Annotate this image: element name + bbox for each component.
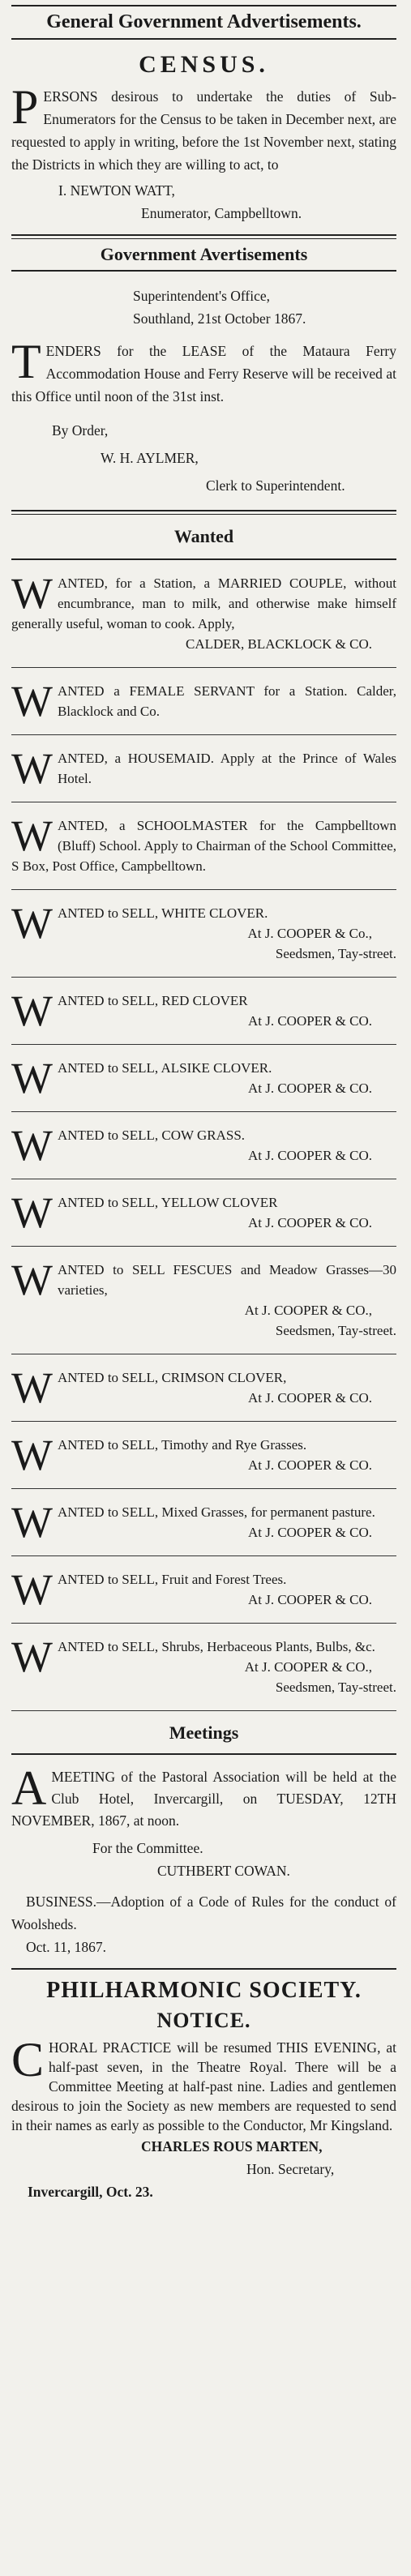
wanted-ad-body: WANTED to SELL, Timothy and Rye Grasses. xyxy=(11,1431,307,1479)
header-title: General Government Advertisements. xyxy=(46,11,362,32)
wanted-ad-signature: At J. COOPER & CO. xyxy=(247,1525,372,1540)
wanted-ad-signature: At J. COOPER & CO., xyxy=(244,1659,372,1675)
meetings-for: For the Committee. xyxy=(92,1840,203,1856)
wanted-ad-body: WANTED to SELL, ALSIKE CLOVER. xyxy=(11,1054,272,1102)
phil-advertisement xyxy=(11,2033,396,2213)
meetings-body: AMEETING of the Pastoral Association will be held at the Club Hotel, Invercargill, on TUESDAY, 12TH NOVEMBER, 1867, at noon. xyxy=(11,1761,396,1829)
wanted-ad-signature: CALDER, BLACKLOCK & CO. xyxy=(186,636,372,652)
wanted-ad-signature: At J. COOPER & Co., xyxy=(247,926,372,941)
wanted-ad-signature: At J. COOPER & CO. xyxy=(247,1390,372,1406)
wanted-ad xyxy=(11,560,396,668)
phil-name: CHARLES ROUS MARTEN, xyxy=(141,2138,323,2155)
wanted-ad-body: WANTED to SELL, Mixed Grasses, for permanent pasture. xyxy=(11,1498,375,1547)
wanted-ad-drop-cap: W xyxy=(11,1498,53,1547)
wanted-ad xyxy=(11,1045,396,1112)
wanted-ad-drop-cap: W xyxy=(11,1632,53,1681)
wanted-ad-body: WANTED to SELL, Shrubs, Herbaceous Plants, Bulbs, &c. xyxy=(11,1632,375,1681)
gov-date: Southland, 21st October 1867. xyxy=(133,310,306,327)
wanted-ad-drop-cap: W xyxy=(11,569,53,618)
wanted-ad-body: WANTED to SELL, Fruit and Forest Trees. xyxy=(11,1565,287,1614)
wanted-ad-signature-line2: Seedsmen, Tay-street. xyxy=(275,1323,396,1338)
wanted-ad-body: WANTED to SELL, YELLOW CLOVER xyxy=(11,1188,278,1237)
wanted-ad-drop-cap: W xyxy=(11,1054,53,1102)
meetings-business: BUSINESS.—Adoption of a Code of Rules for the conduct of Woolsheds. xyxy=(11,1893,396,1932)
census-name: I. NEWTON WATT, xyxy=(58,182,175,199)
wanted-ad xyxy=(11,1489,396,1556)
gov-body: TENDERS for the LEASE of the Mataura Ferry Accommodation House and Ferry Reserve will be received at this Office until noon of the 31st inst. xyxy=(11,335,396,404)
wanted-ad-signature: At J. COOPER & CO. xyxy=(247,1457,372,1473)
wanted-ad-signature: At J. COOPER & CO. xyxy=(247,1592,372,1607)
wanted-ad xyxy=(11,1247,396,1354)
wanted-ad-body: WANTED, a HOUSEMAID. Apply at the Prince of Wales Hotel. xyxy=(11,744,396,793)
census-drop-cap: P xyxy=(11,80,39,134)
wanted-ad-drop-cap: W xyxy=(11,1363,53,1412)
wanted-ad-body: WANTED to SELL FESCUES and Meadow Grasses—30 varieties, xyxy=(11,1256,396,1304)
wanted-ad-body: WANTED, a SCHOOLMASTER for the Campbelltown (Bluff) School. Apply to Chairman of the School Committee, S Box, Post Office, Campbelltown. xyxy=(11,811,396,874)
wanted-ad-signature: At J. COOPER & CO., xyxy=(244,1303,372,1318)
meetings-name: CUTHBERT COWAN. xyxy=(157,1863,290,1879)
wanted-ad xyxy=(11,735,396,802)
wanted-ad-signature-line2: Seedsmen, Tay-street. xyxy=(275,946,396,961)
gov-by-order: By Order, xyxy=(52,422,109,439)
phil-place: Invercargill, Oct. 23. xyxy=(28,2184,153,2200)
wanted-ad xyxy=(11,1179,396,1247)
gov-advertisement xyxy=(11,272,396,507)
gov-drop-cap: T xyxy=(11,335,41,388)
wanted-ad-body: WANTED, for a Station, a MARRIED COUPLE, without encumbrance, man to milk, and otherwise make himself generally useful, woman to cook. Apply, xyxy=(11,569,396,631)
wanted-ad xyxy=(11,978,396,1045)
wanted-ad xyxy=(11,890,396,978)
wanted-ad-signature: At J. COOPER & CO. xyxy=(247,1080,372,1096)
wanted-ad-signature: At J. COOPER & CO. xyxy=(247,1215,372,1230)
wanted-ad-body: WANTED a FEMALE SERVANT for a Station. Calder, Blacklock and Co. xyxy=(11,677,396,725)
meetings-date: Oct. 11, 1867. xyxy=(26,1939,106,1955)
wanted-ad-body: WANTED to SELL, RED CLOVER xyxy=(11,986,248,1035)
wanted-ad xyxy=(11,1422,396,1489)
wanted-ad-signature-line2: Seedsmen, Tay-street. xyxy=(275,1680,396,1695)
gov-office: Superintendent's Office, xyxy=(133,288,271,304)
meetings-drop-cap: A xyxy=(11,1761,47,1815)
gov-role: Clerk to Superintendent. xyxy=(206,477,345,494)
wanted-title: Wanted xyxy=(173,526,234,546)
census-advertisement xyxy=(11,40,396,234)
phil-notice: NOTICE. xyxy=(156,2009,251,2032)
wanted-ad-drop-cap: W xyxy=(11,986,53,1035)
wanted-list xyxy=(11,560,396,1711)
gov-name: W. H. AYLMER, xyxy=(101,450,199,466)
wanted-ad xyxy=(11,1354,396,1422)
meetings-title: Meetings xyxy=(169,1722,239,1743)
census-body: PERSONS desirous to undertake the duties of Sub-Enumerators for the Census to be taken in December next, are requested to apply in writing, before the 1st November next, stating the Districts in which they are willing to act, to xyxy=(11,80,396,173)
wanted-ad-body: WANTED to SELL, CRIMSON CLOVER, xyxy=(11,1363,287,1412)
newspaper-column xyxy=(5,5,403,2576)
wanted-ad-drop-cap: W xyxy=(11,899,53,948)
wanted-ad xyxy=(11,1556,396,1624)
phil-rule xyxy=(11,1968,396,1970)
wanted-ad xyxy=(11,802,396,890)
wanted-ad xyxy=(11,1112,396,1179)
wanted-ad-drop-cap: W xyxy=(11,1431,53,1479)
wanted-ad-signature: At J. COOPER & CO. xyxy=(247,1148,372,1163)
wanted-ad-signature: At J. COOPER & CO. xyxy=(247,1013,372,1029)
phil-role: Hon. Secretary, xyxy=(246,2161,335,2177)
phil-body: CHORAL PRACTICE will be resumed THIS EVENING, at half-past seven, in the Theatre Royal. There will be a Committee Meeting at half-past nine. Ladies and gentlemen desirous to join the Society as new members are requested to send in their names as early as possible to the Conductor, Mr Kingsland. xyxy=(11,2033,396,2133)
wanted-ad-drop-cap: W xyxy=(11,1565,53,1614)
wanted-ad-drop-cap: W xyxy=(11,1188,53,1237)
wanted-ad xyxy=(11,668,396,735)
census-title: CENSUS. xyxy=(139,51,269,78)
wanted-ad xyxy=(11,1624,396,1711)
wanted-ad-drop-cap: W xyxy=(11,1121,53,1170)
wanted-ad-drop-cap: W xyxy=(11,1256,53,1304)
wanted-ad-drop-cap: W xyxy=(11,677,53,725)
census-role: Enumerator, Campbelltown. xyxy=(141,205,302,221)
meetings-advertisement xyxy=(11,1755,396,1968)
wanted-ad-body: WANTED to SELL, COW GRASS. xyxy=(11,1121,246,1170)
wanted-ad-drop-cap: W xyxy=(11,811,53,860)
phil-drop-cap: C xyxy=(11,2033,45,2086)
gov-title: Government Avertisements xyxy=(100,244,308,264)
wanted-ad-drop-cap: W xyxy=(11,744,53,793)
phil-title: PHILHARMONIC SOCIETY. xyxy=(46,1978,362,2003)
wanted-ad-body: WANTED to SELL, WHITE CLOVER. xyxy=(11,899,268,948)
